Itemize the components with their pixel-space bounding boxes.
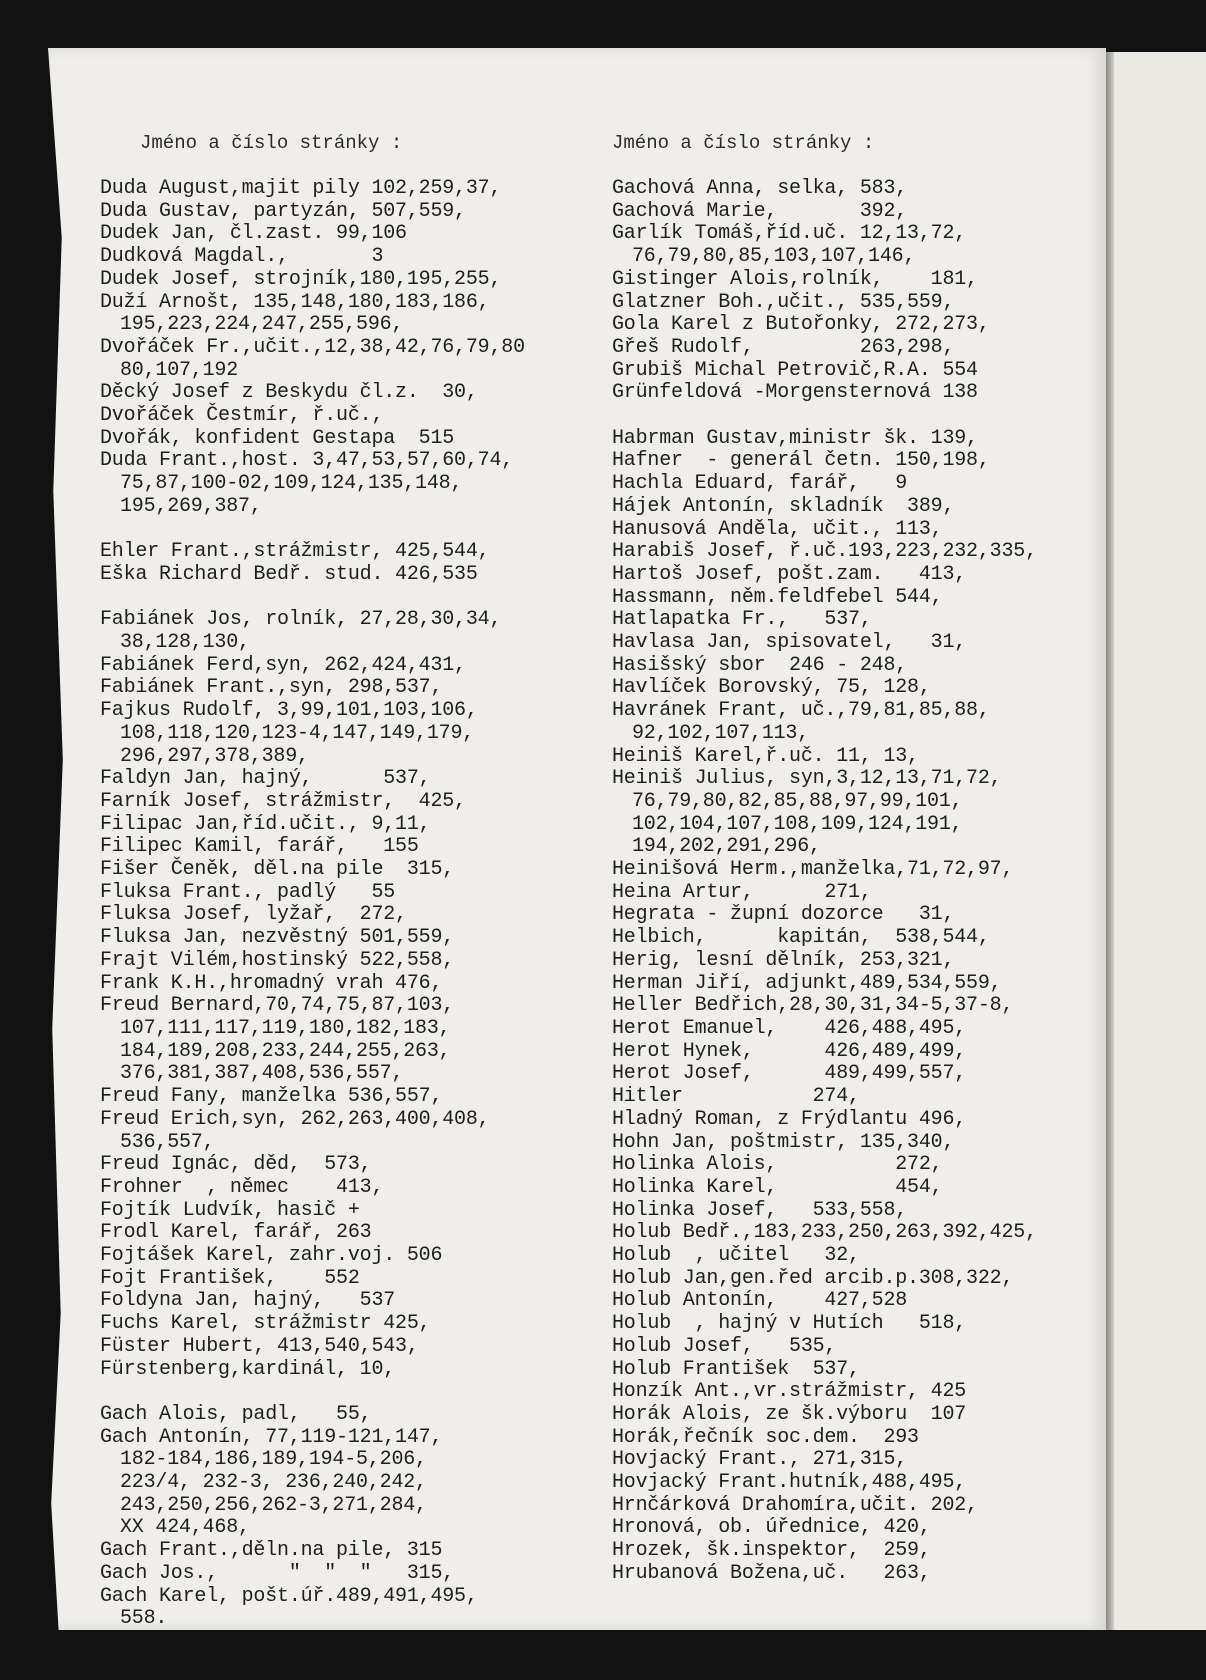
page-fold: [1106, 52, 1114, 1630]
entry-spacer: [100, 1381, 525, 1404]
index-entry: Herman Jiří, adjunkt,489,534,559,: [612, 971, 1002, 995]
index-entry: Faldyn Jan, hajný, 537,: [100, 767, 431, 791]
index-entry: Garlík Tomáš,říd.uč. 12,13,72,: [612, 222, 967, 246]
right-column-heading: Jméno a číslo stránky :: [612, 132, 875, 154]
index-entry: Hájek Antonín, skladník 389,: [612, 494, 955, 518]
index-entry: Holub Jan,gen.řed arcib.p.308,322,: [612, 1266, 1014, 1290]
index-entry: 76,79,80,85,103,107,146,: [632, 245, 916, 269]
index-entry: Hassmann, něm.feldfebel 544,: [612, 585, 943, 609]
entry-spacer: [612, 405, 1037, 428]
index-entry: Frodl Karel, farář, 263: [100, 1221, 372, 1245]
index-entry: Hovjacký Frant.hutník,488,495,: [612, 1471, 967, 1495]
index-entry: Hatlapatka Fr., 537,: [612, 608, 872, 632]
index-entry: Fišer Čeněk, děl.na pile 315,: [100, 858, 455, 882]
index-entry: Harabiš Josef, ř.uč.193,223,232,335,: [612, 540, 1037, 564]
index-entry: Holinka Karel, 454,: [612, 1175, 943, 1199]
index-entry: Fluksa Frant., padlý 55: [100, 880, 396, 904]
index-entry: Fabiánek Jos, rolník, 27,28,30,34,: [100, 608, 502, 632]
index-entry: Holub Josef, 535,: [612, 1334, 837, 1358]
index-entry: Dvořáček Fr.,učit.,12,38,42,76,79,80: [100, 335, 525, 359]
left-entry-list: [100, 178, 525, 1631]
index-entry: Frohner , němec 413,: [100, 1175, 384, 1199]
index-entry: Helbich, kapitán, 538,544,: [612, 926, 990, 950]
index-entry: Heina Artur, 271,: [612, 880, 872, 904]
index-entry: Horák Alois, ze šk.výboru 107: [612, 1402, 967, 1426]
index-entry: Fuchs Karel, strážmistr 425,: [100, 1312, 431, 1336]
index-entry: Horák,řečník soc.dem. 293: [612, 1425, 919, 1449]
index-entry: Hanusová Anděla, učit., 113,: [612, 517, 943, 541]
index-entry: Fabiánek Ferd,syn, 262,424,431,: [100, 653, 466, 677]
index-entry: Herot Josef, 489,499,557,: [612, 1062, 967, 1086]
index-entry: Hrnčárková Drahomíra,učit. 202,: [612, 1493, 978, 1517]
index-entry: Filipac Jan,říd.učit., 9,11,: [100, 812, 431, 836]
index-entry: Heiniš Karel,ř.uč. 11, 13,: [612, 744, 919, 768]
index-entry: Freud Fany, manželka 536,557,: [100, 1085, 443, 1109]
index-entry: 108,118,120,123-4,147,149,179,: [120, 721, 475, 745]
index-entry: Gistinger Alois,rolník, 181,: [612, 267, 978, 291]
index-entry: Ehler Frant.,strážmistr, 425,544,: [100, 540, 490, 564]
entry-spacer: [100, 519, 525, 542]
index-entry: Holub František 537,: [612, 1357, 860, 1381]
index-entry: Fluksa Jan, nezvěstný 501,559,: [100, 926, 455, 950]
index-entry: Gach Antonín, 77,119-121,147,: [100, 1425, 443, 1449]
index-entry: Heinišová Herm.,manželka,71,72,97,: [612, 858, 1014, 882]
index-entry: Duží Arnošt, 135,148,180,183,186,: [100, 290, 490, 314]
index-entry: Gach Frant.,děln.na pile, 315: [100, 1539, 443, 1563]
entry-spacer: [100, 587, 525, 610]
index-entry: 223/4, 232-3, 236,240,242,: [120, 1471, 427, 1495]
index-entry: Herot Hynek, 426,489,499,: [612, 1039, 967, 1063]
index-entry: Hladný Roman, z Frýdlantu 496,: [612, 1107, 967, 1131]
index-entry: Gachová Anna, selka, 583,: [612, 177, 908, 200]
index-entry: 38,128,130,: [120, 631, 250, 655]
right-entry-list: [612, 178, 1037, 1586]
index-entry: Hitler 274,: [612, 1085, 860, 1109]
index-entry: Děcký Josef z Beskydu čl.z. 30,: [100, 381, 478, 405]
index-entry: 195,269,387,: [120, 494, 262, 518]
index-entry: Gach Karel, pošt.úř.489,491,495,: [100, 1584, 478, 1608]
index-entry: Freud Bernard,70,74,75,87,103,: [100, 994, 455, 1018]
index-entry: Gřeš Rudolf, 263,298,: [612, 335, 955, 359]
index-entry: 194,202,291,296,: [632, 835, 821, 859]
index-entry: Glatzner Boh.,učit., 535,559,: [612, 290, 955, 314]
index-entry: Dudková Magdal., 3: [100, 245, 384, 269]
adjacent-page-edge: [1114, 52, 1206, 1630]
index-entry: Holinka Alois, 272,: [612, 1153, 943, 1177]
index-entry: 182-184,186,189,194-5,206,: [120, 1448, 427, 1472]
index-entry: Gach Alois, padl, 55,: [100, 1402, 372, 1426]
index-entry: Holub , učitel 32,: [612, 1244, 860, 1268]
index-entry: Hasišský sbor 246 - 248,: [612, 653, 908, 677]
index-entry: Havlíček Borovský, 75, 128,: [612, 676, 931, 700]
index-entry: Freud Erich,syn, 262,263,400,408,: [100, 1107, 490, 1131]
index-entry: Freud Ignác, děd, 573,: [100, 1153, 372, 1177]
index-entry: Holub Bedř.,183,233,250,263,392,425,: [612, 1221, 1037, 1245]
index-entry: 80,107,192: [120, 358, 239, 382]
index-entry: 92,102,107,113,: [632, 721, 810, 745]
index-entry: Havlasa Jan, spisovatel, 31,: [612, 631, 967, 655]
index-entry: Hartoš Josef, pošt.zam. 413,: [612, 562, 967, 586]
index-entry: Gachová Marie, 392,: [612, 199, 908, 223]
index-entry: 76,79,80,82,85,88,97,99,101,: [632, 789, 963, 813]
index-entry: 376,381,387,408,536,557,: [120, 1062, 404, 1086]
index-entry: Fajkus Rudolf, 3,99,101,103,106,: [100, 699, 478, 723]
index-entry: 296,297,378,389,: [120, 744, 309, 768]
index-entry: Holub , hajný v Hutích 518,: [612, 1312, 967, 1336]
index-entry: Gach Jos., " " " 315,: [100, 1561, 455, 1585]
index-entry: Fojtík Ludvík, hasič +: [100, 1198, 360, 1222]
index-entry: Duda Gustav, partyzán, 507,559,: [100, 199, 466, 223]
index-entry: Holinka Josef, 533,558,: [612, 1198, 908, 1222]
index-entry: Frajt Vilém,hostinský 522,558,: [100, 948, 455, 972]
index-entry: 195,223,224,247,255,596,: [120, 313, 404, 337]
index-entry: Herot Emanuel, 426,488,495,: [612, 1017, 967, 1040]
index-entry: Herig, lesní dělník, 253,321,: [612, 948, 955, 972]
index-entry: Dvořák, konfident Gestapa 515: [100, 426, 455, 450]
index-entry: Fabiánek Frant.,syn, 298,537,: [100, 676, 443, 700]
index-entry: 75,87,100-02,109,124,135,148,: [120, 472, 463, 496]
index-entry: Heiniš Julius, syn,3,12,13,71,72,: [612, 767, 1002, 791]
index-entry: Grünfeldová -Morgensternová 138: [612, 381, 978, 405]
left-column-heading: Jméno a číslo stránky :: [140, 132, 403, 154]
index-entry: Fojtášek Karel, zahr.voj. 506: [100, 1244, 443, 1268]
index-entry: Eška Richard Bedř. stud. 426,535: [100, 562, 478, 586]
index-entry: Hafner - generál četn. 150,198,: [612, 449, 990, 473]
index-entry: Hronová, ob. úřednice, 420,: [612, 1516, 931, 1540]
index-entry: Hrozek, šk.inspektor, 259,: [612, 1539, 931, 1563]
index-entry: Dvořáček Čestmír, ř.uč.,: [100, 404, 384, 428]
index-entry: Farník Josef, strážmistr, 425,: [100, 789, 466, 813]
index-entry: Honzík Ant.,vr.strážmistr, 425: [612, 1380, 967, 1404]
index-entry: Hrubanová Božena,uč. 263,: [612, 1561, 931, 1585]
index-entry: Filipec Kamil, farář, 155: [100, 835, 419, 859]
index-entry: Havránek Frant, uč.,79,81,85,88,: [612, 699, 990, 723]
index-entry: Frank K.H.,hromadný vrah 476,: [100, 971, 443, 995]
index-entry: XX 424,468,: [120, 1516, 250, 1540]
index-entry: Duda Frant.,host. 3,47,53,57,60,74,: [100, 449, 514, 473]
index-entry: Hohn Jan, poštmistr, 135,340,: [612, 1130, 955, 1154]
index-entry: Hovjacký Frant., 271,315,: [612, 1448, 908, 1472]
index-entry: Duda August,majit pily 102,259,37,: [100, 177, 502, 200]
index-entry: Heller Bedřich,28,30,31,34-5,37-8,: [612, 994, 1014, 1018]
index-entry: 184,189,208,233,244,255,263,: [120, 1039, 451, 1063]
index-entry: 243,250,256,262-3,271,284,: [120, 1493, 427, 1517]
index-entry: 558.: [120, 1607, 168, 1631]
index-entry: Dudek Josef, strojník,180,195,255,: [100, 267, 502, 291]
index-entry: Foldyna Jan, hajný, 537: [100, 1289, 396, 1313]
index-entry: Grubiš Michal Petrovič,R.A. 554: [612, 358, 978, 382]
index-entry: Fluksa Josef, lyžař, 272,: [100, 903, 407, 927]
index-entry: 536,557,: [120, 1130, 215, 1154]
index-entry: Hegrata - župní dozorce 31,: [612, 903, 955, 927]
index-entry: Fojt František, 552: [100, 1266, 360, 1290]
index-entry: Gola Karel z Butořonky, 272,273,: [612, 313, 990, 337]
index-entry: Habrman Gustav,ministr šk. 139,: [612, 426, 978, 450]
index-entry: Fürstenberg,kardinál, 10,: [100, 1357, 396, 1381]
index-entry: Holub Antonín, 427,528: [612, 1289, 908, 1313]
index-entry: Füster Hubert, 413,540,543,: [100, 1334, 419, 1358]
index-entry: Hachla Eduard, farář, 9: [612, 472, 908, 496]
index-entry: Dudek Jan, čl.zast. 99,106: [100, 222, 407, 246]
index-entry: 107,111,117,119,180,182,183,: [120, 1016, 451, 1040]
index-entry: 102,104,107,108,109,124,191,: [632, 812, 963, 836]
